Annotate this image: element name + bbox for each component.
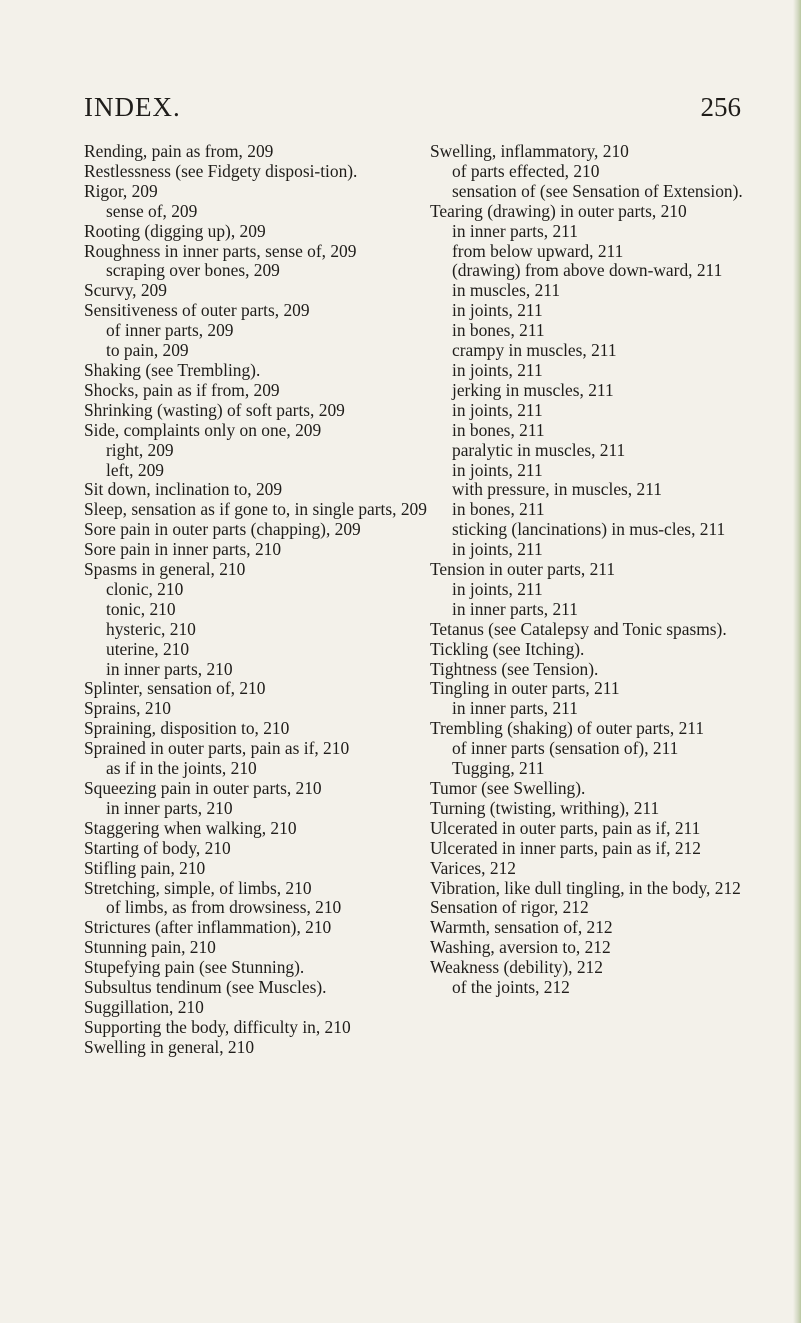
index-subentry: in bones, 211 (452, 320, 545, 341)
index-entry: Starting of body, 210 (84, 837, 231, 858)
index-entry: Tingling in outer parts, 211 (430, 678, 620, 699)
index-subentry: of the joints, 212 (452, 977, 570, 998)
index-subentry: in joints, 211 (452, 578, 543, 599)
index-subentry: in inner parts, 211 (452, 220, 578, 241)
index-entry: Swelling in general, 210 (84, 1036, 255, 1057)
index-entry: Rooting (digging up), 209 (84, 220, 266, 241)
index-subentry: (drawing) from above down-ward, 211 (452, 260, 723, 281)
index-entry: Sore pain in inner parts, 210 (84, 539, 282, 560)
index-entry: Spraining, disposition to, 210 (84, 718, 290, 739)
index-entry: Tickling (see Itching). (430, 638, 585, 659)
index-entry: Tumor (see Swelling). (430, 778, 586, 798)
index-subentry: in bones, 211 (452, 419, 545, 440)
index-subentry: in bones, 211 (452, 499, 545, 520)
page-number: 256 (700, 92, 741, 122)
running-title: INDEX. (84, 92, 181, 122)
index-entry: Ulcerated in outer parts, pain as if, 211 (430, 817, 701, 838)
index-entry: Stunning pain, 210 (84, 937, 216, 958)
index-entry: Sensation of rigor, 212 (430, 897, 589, 918)
index-subentry: right, 209 (106, 439, 174, 460)
index-column-left (84, 142, 429, 1058)
index-subentry: in inner parts, 211 (452, 698, 578, 719)
index-subentry: in joints, 211 (452, 300, 543, 321)
index-entry: Stretching, simple, of limbs, 210 (84, 877, 312, 898)
index-entry: Sprains, 210 (84, 698, 171, 719)
index-entry: Side, complaints only on one, 209 (84, 419, 322, 440)
index-subentry: clonic, 210 (106, 578, 184, 599)
index-entry: Tension in outer parts, 211 (430, 559, 616, 580)
index-subentry: with pressure, in muscles, 211 (452, 479, 662, 500)
index-subentry: of inner parts, 209 (106, 320, 234, 341)
index-subentry: uterine, 210 (106, 638, 190, 659)
index-entry: Staggering when walking, 210 (84, 817, 297, 838)
index-entry: Subsultus tendinum (see Muscles). (84, 977, 327, 998)
index-entry: Tightness (see Tension). (430, 658, 599, 679)
index-subentry: of parts effected, 210 (452, 160, 600, 181)
index-entry: Shrinking (wasting) of soft parts, 209 (84, 399, 345, 420)
index-subentry: sensation of (see Sensation of Extension). (452, 180, 743, 201)
index-entry: Sprained in outer parts, pain as if, 210 (84, 738, 350, 759)
index-subentry: left, 209 (106, 459, 164, 480)
index-subentry: in muscles, 211 (452, 280, 561, 301)
index-subentry: crampy in muscles, 211 (452, 340, 617, 361)
index-subentry: scraping over bones, 209 (106, 260, 280, 281)
index-entry: Shaking (see Trembling). (84, 359, 261, 380)
index-subentry: in joints, 211 (452, 459, 543, 480)
index-subentry: in joints, 211 (452, 399, 543, 420)
index-subentry: sense of, 209 (106, 200, 198, 221)
index-entry: Varices, 212 (430, 857, 516, 878)
index-entry: Rending, pain as from, 209 (84, 141, 274, 161)
index-entry: Warmth, sensation of, 212 (430, 917, 613, 938)
index-subentry: tonic, 210 (106, 598, 176, 619)
index-entry: Tearing (drawing) in outer parts, 210 (430, 200, 687, 221)
index-subentry: from below upward, 211 (452, 240, 624, 261)
index-entry: Sore pain in outer parts (chapping), 209 (84, 519, 361, 540)
index-entry: Supporting the body, difficulty in, 210 (84, 1016, 351, 1037)
index-entry: Vibration, like dull tingling, in the body, 212 (430, 877, 741, 898)
index-entry: Weakness (debility), 212 (430, 957, 603, 978)
index-entry: Swelling, inflammatory, 210 (430, 141, 629, 161)
index-entry: Sit down, inclination to, 209 (84, 479, 283, 500)
index-entry: Sensitiveness of outer parts, 209 (84, 300, 310, 321)
index-entry: Trembling (shaking) of outer parts, 211 (430, 718, 705, 739)
index-entry: Spasms in general, 210 (84, 559, 246, 580)
index-subentry: hysteric, 210 (106, 618, 196, 639)
index-subentry: in joints, 211 (452, 359, 543, 380)
index-entry: Splinter, sensation of, 210 (84, 678, 266, 699)
index-subentry: of inner parts (sensation of), 211 (452, 738, 679, 759)
index-entry: Stupefying pain (see Stunning). (84, 957, 305, 978)
index-entry: Washing, aversion to, 212 (430, 937, 611, 958)
index-subentry: Tugging, 211 (452, 758, 545, 779)
index-subentry: in joints, 211 (452, 539, 543, 560)
index-entry: Roughness in inner parts, sense of, 209 (84, 240, 357, 261)
page-header (84, 92, 741, 126)
index-entry: Strictures (after inflammation), 210 (84, 917, 332, 938)
index-entry: Rigor, 209 (84, 180, 158, 201)
index-entry: Suggillation, 210 (84, 996, 204, 1017)
index-entry: Squeezing pain in outer parts, 210 (84, 778, 322, 798)
page-edge (793, 0, 801, 1323)
index-entry: Stifling pain, 210 (84, 857, 206, 878)
index-subentry: sticking (lancinations) in mus-cles, 211 (452, 519, 726, 540)
index-entry: Turning (twisting, writhing), 211 (430, 797, 660, 818)
index-subentry: in inner parts, 210 (106, 797, 233, 818)
index-entry: Sleep, sensation as if gone to, in single parts, 209 (84, 499, 427, 520)
index-subentry: to pain, 209 (106, 340, 189, 361)
index-subentry: of limbs, as from drowsiness, 210 (106, 897, 342, 918)
index-entry: Tetanus (see Catalepsy and Tonic spasms). (430, 618, 727, 639)
index-subentry: paralytic in muscles, 211 (452, 439, 626, 460)
index-subentry: in inner parts, 210 (106, 658, 233, 679)
index-subentry: in inner parts, 211 (452, 598, 578, 619)
index-entry: Shocks, pain as if from, 209 (84, 379, 280, 400)
index-subentry: as if in the joints, 210 (106, 758, 257, 779)
index-entry: Scurvy, 209 (84, 280, 167, 301)
index-column-right (430, 142, 775, 998)
index-entry: Restlessness (see Fidgety disposi-tion). (84, 160, 358, 181)
index-entry: Ulcerated in inner parts, pain as if, 212 (430, 837, 701, 858)
index-subentry: jerking in muscles, 211 (452, 379, 614, 400)
